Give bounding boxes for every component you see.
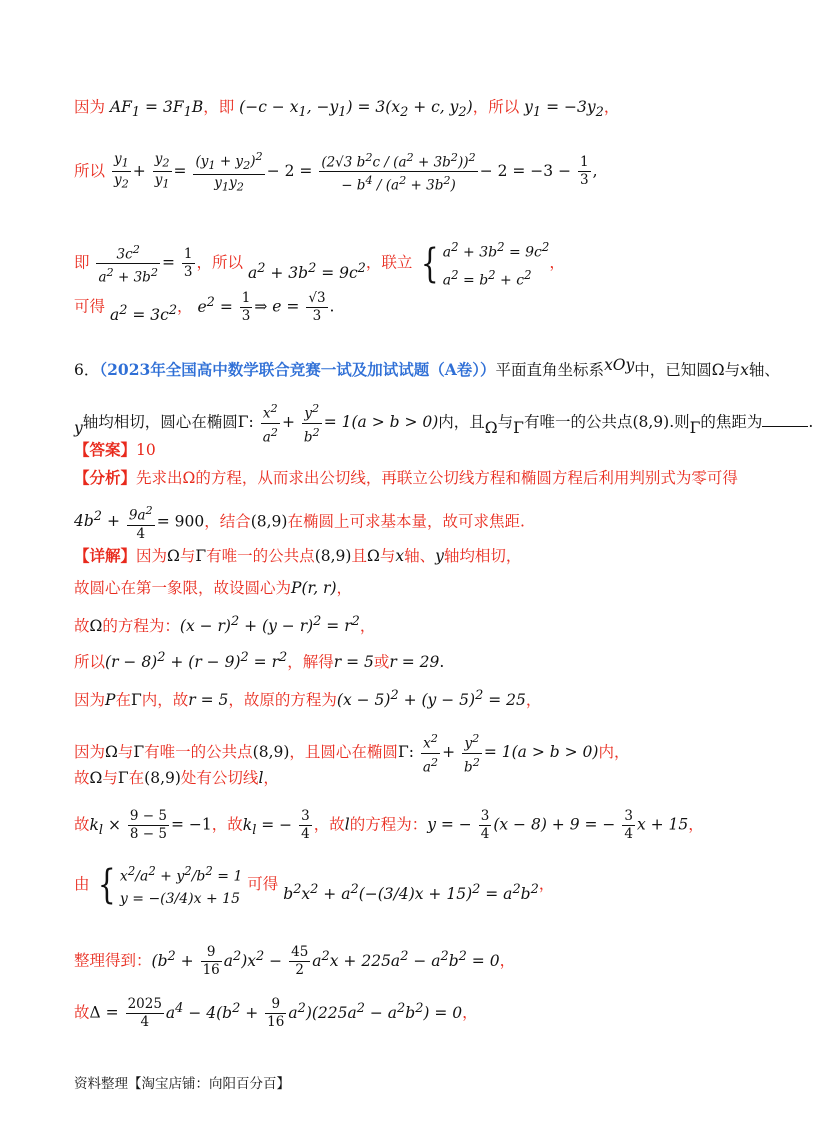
detail-line-5: 因为P在Γ内，故r = 5，故原的方程为$(x - 5)^2 + (y - 5)^2 = 25$， — [74, 688, 542, 710]
y-relation: $y_1 = -3y_2$ — [524, 98, 604, 121]
frac-3c2: $\frac{3c^2}{a^2 + 3b^2}$ — [98, 242, 158, 286]
detail-line-4: 所以$(r - 8)^2 + (r - 9)^2 = r^2$，解得r = 5或r = 29. — [74, 650, 445, 672]
detail-line-9: 由 { $x^2/a^2 + y^2/b^2 = 1$ y = −(3/4)x + 15 可得 $b^2x^2 + a^2(-(3/4)x + 15)^2 = a^2b^2$， — [74, 861, 555, 908]
answer-blank — [762, 426, 808, 427]
detail-line-11: 故Δ = $\frac{2025}{4}$ $a^4 - 4(b^2$ + $\frac{9}{16}$ $a^2)(225a^2 - a^2b^2) = 0$， — [74, 996, 478, 1030]
frac-sum-sq: $\frac{(y_1 + y_2)^2}{y_1y_2}$ — [195, 150, 263, 194]
detail-line-8: 故$k_l$ × $\frac{9 - 5}{8 - 5}$ = −1，故$k_l$ = − $\frac{3}{4}$ ，故l的方程为：y = − $\frac{3}{4}$ (x − 8) + 9 = − $\frac{3}{4}$ x + 15， — [74, 808, 704, 842]
problem-6-line-2: y轴均相切，圆心在椭圆Γ: $\frac{x^2}{a^2}$ + $\frac{y^2}{b^2}$ = 1(a > b > 0)内，且Ω与Γ有唯一的公共点(8,9).则Γ的焦距为 . — [74, 402, 813, 445]
detail-line-7: 故Ω与Γ在(8,9)处有公切线l， — [74, 769, 279, 787]
solution-line-3: 即 $\frac{3c^2}{a^2 + 3b^2}$ = $\frac{1}{3}$ ，所以 $a^2 + 3b^2 = 9c^2$，联立 { $a^2 + 3b^2 = 9c^2$ $a^2 = b^2 + c^2$， — [74, 240, 565, 289]
frac-big: $\frac{(2√3 b^2c / (a^2 + 3b^2))^2}{- b^4 / (a^2 + 3b^2)}$ — [321, 150, 476, 194]
footer-note: 资料整理【淘宝店铺：向阳百分百】 — [74, 1076, 290, 1092]
detail-line-3: 故Ω的方程为：$(x - r)^2 + (y - r)^2 = r^2$， — [74, 614, 376, 636]
solution-line-1: 因为 $AF_1 = 3F_1B$，即 ($-c - x_1$, $-y_1) = 3(x_2 + c$, $y_2$)，所以 $y_1 = -3y_2$， — [74, 98, 620, 121]
system-brace-icon-2: { — [98, 861, 117, 908]
frac-y2-y1: $\frac{y_2}{y_1}$ — [154, 150, 170, 192]
problem-source: （2023年全国高中数学联合竞赛一试及加试试题（A卷）） — [99, 360, 496, 379]
answer-line: 【答案】10 — [74, 440, 156, 459]
vector-eq: $AF_1 = 3F_1B$ — [109, 98, 204, 121]
detail-line-2: 故圆心在第一象限，故设圆心为P(r, r)， — [74, 579, 353, 597]
frac-one-third: $\frac{1}{3}$ — [580, 154, 589, 189]
frac-y1-y2: $\frac{y_1}{y_2}$ — [113, 150, 129, 192]
solution-line-4: 可得 $a^2 = 3c^2$， $e^2$ = $\frac{1}{3}$ ⇒ e = $\frac{√3}{3}$ . — [74, 290, 335, 324]
detail-line-6: 因为Ω与Γ有唯一的公共点(8,9)，且圆心在椭圆Γ: $\frac{x^2}{a^2}$ + $\frac{y^2}{b^2}$ = 1(a > b > 0)内， — [74, 732, 630, 775]
solution-line-2: 所以 $\frac{y_1}{y_2}$ + $\frac{y_2}{y_1}$ = $\frac{(y_1 + y_2)^2}{y_1y_2}$ − 2 = $\frac{(2√3 b^2c / (a^2 + 3b^2))^2}{- b^4 / (a^2 + 3b^2)}$ − 2 = −3 − $\frac{1}{3}$ , — [74, 150, 598, 194]
analysis-line-2: $4b^2$ + $\frac{9a^2}{4}$ = 900，结合(8,9)在椭圆上可求基本量，故可求焦距. — [74, 504, 525, 542]
answer-value: 10 — [136, 441, 156, 459]
detail-line-1: 【详解】因为Ω与Γ有唯一的公共点(8,9)且Ω与x轴、y轴均相切， — [74, 546, 522, 565]
frac-sqrt3-3: $\frac{√3}{3}$ — [308, 290, 326, 324]
coord-eq: ($-c - x_1$, $-y_1) = 3(x_2 + c$, $y_2$) — [239, 98, 473, 121]
analysis-line-1: 【分析】先求出Ω的方程，从而求出公切线，再联立公切线方程和椭圆方程后利用判别式为零可得 — [74, 468, 738, 487]
system-brace-icon: { — [421, 240, 439, 287]
detail-line-10: 整理得到：($b^2$ + $\frac{9}{16}$ $a^2)x^2$ − $\frac{45}{2}$ $a^2x + 225a^2 - a^2b^2 = 0$， — [74, 944, 516, 978]
problem-6-line-1: 6．（2023年全国高中数学联合竞赛一试及加试试题（A卷））平面直角坐标系xOy中，已知圆Ω与x轴、 — [74, 356, 780, 379]
